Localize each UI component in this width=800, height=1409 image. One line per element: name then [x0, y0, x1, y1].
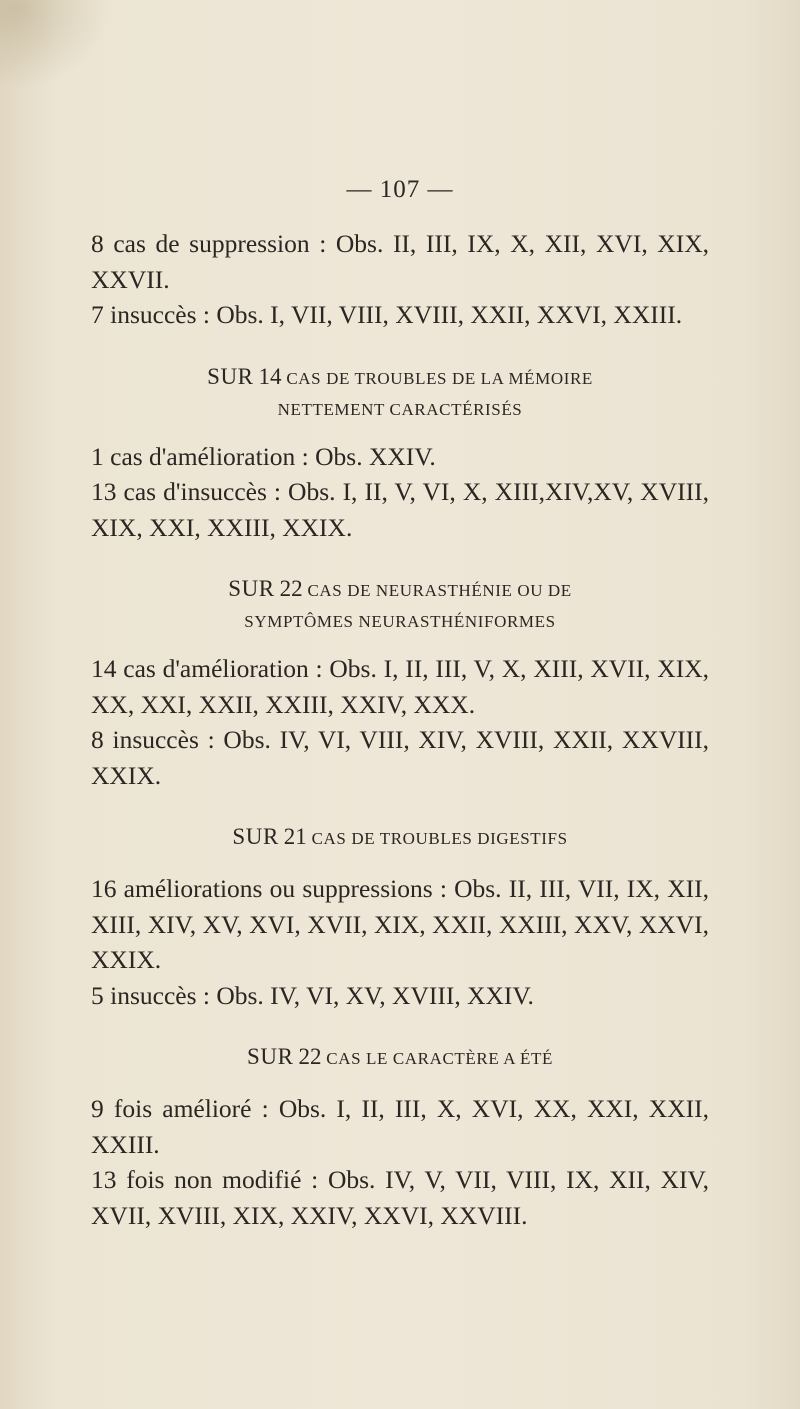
heading-count: 22: [279, 576, 303, 601]
paragraph: 8 cas de suppression : Obs. II, III, IX, X, XII, XVI, XIX, XXVII.: [91, 229, 709, 294]
section-heading: [91, 823, 709, 853]
paragraph: 13 cas d'insuccès : Obs. I, II, V, VI, X, XIII,XIV,XV, XVIII, XIX, XXI, XXIII, XXIX.: [91, 477, 709, 542]
page-body: [91, 226, 709, 1233]
section-heading: [91, 363, 709, 393]
heading-count: 14: [258, 363, 282, 389]
section-heading: [91, 1043, 709, 1073]
heading-text: CAS DE NEURASTHÉNIE OU DE: [307, 581, 572, 600]
paragraph: 13 fois non modifié : Obs. IV, V, VII, VIII, IX, XII, XIV, XVII, XVIII, XIX, XXIV, XXVI, XXVIII.: [91, 1165, 709, 1230]
heading-sur: SUR: [247, 1044, 294, 1069]
paragraph: 16 améliorations ou suppressions : Obs. II, III, VII, IX, XII, XIII, XIV, XV, XVI, XVII, XIX, XXII, XXIII, XXV, XXVI, XXIX.: [91, 874, 709, 974]
paragraph: 9 fois amélioré : Obs. I, II, III, X, XVI, XX, XXI, XXII, XXIII.: [91, 1094, 709, 1159]
heading-sur: SUR: [228, 576, 275, 601]
paragraph: 8 insuccès : Obs. IV, VI, VIII, XIV, XVIII, XXII, XXVIII, XXIX.: [91, 725, 709, 790]
heading-sur: SUR: [232, 824, 279, 849]
section-subheading: SYMPTÔMES NEURASTHÉNIFORMES: [244, 612, 556, 631]
heading-count: 22: [298, 1044, 322, 1069]
heading-text: CAS LE CARACTÈRE A ÉTÉ: [326, 1049, 553, 1068]
heading-text: CAS DE TROUBLES DE LA MÉMOIRE: [286, 368, 593, 388]
page-number: — 107 —: [346, 176, 454, 203]
heading-count: 21: [283, 824, 307, 849]
heading-text: CAS DE TROUBLES DIGESTIFS: [311, 829, 568, 848]
paragraph: 14 cas d'amélioration : Obs. I, II, III, V, X, XIII, XVII, XIX, XX, XXI, XXII, XXIII, XXIV, XXX.: [91, 654, 709, 719]
heading-sur: SUR: [207, 363, 254, 389]
paragraph: 7 insuccès : Obs. I, VII, VIII, XVIII, XXII, XXVI, XXIII.: [91, 300, 683, 329]
paragraph: 1 cas d'amélioration : Obs. XXIV.: [91, 441, 436, 471]
paragraph: 5 insuccès : Obs. IV, VI, XV, XVIII, XXIV.: [91, 980, 534, 1010]
paper-stain: [0, 0, 110, 90]
section-heading: [91, 575, 709, 605]
section-subheading: NETTEMENT CARACTÉRISÉS: [277, 399, 523, 419]
